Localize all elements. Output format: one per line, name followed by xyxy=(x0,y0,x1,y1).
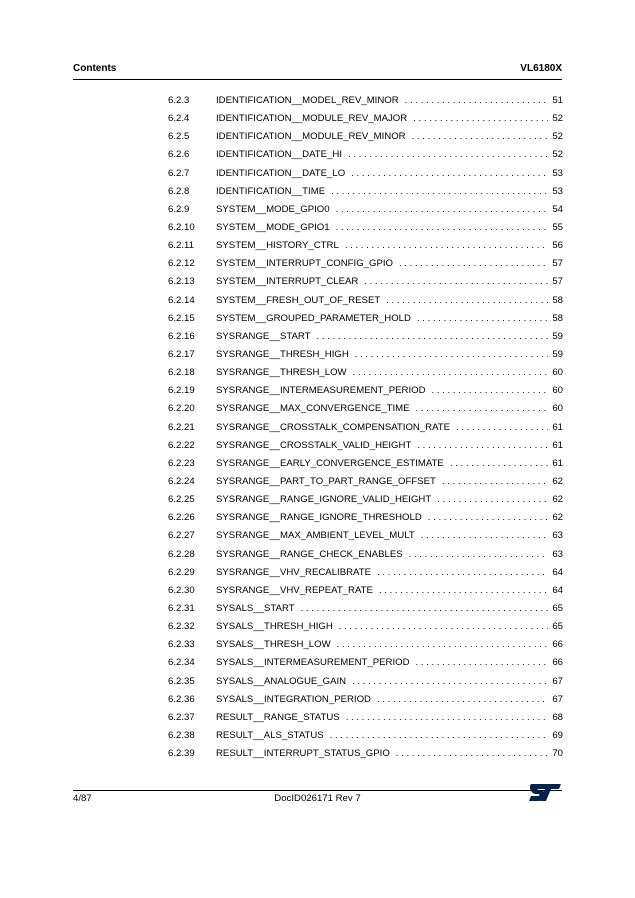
toc-entry-title[interactable]: SYSTEM__INTERRUPT_CLEAR xyxy=(216,276,359,288)
toc-leader-dots xyxy=(386,295,548,306)
toc-entry-number: 6.2.5 xyxy=(168,131,190,143)
toc-leader-dots xyxy=(345,240,549,251)
toc-entry-page[interactable]: 69 xyxy=(552,729,563,741)
header-product-name: VL6180X xyxy=(520,63,562,74)
toc-entry-title[interactable]: SYSRANGE__THRESH_LOW xyxy=(216,367,347,379)
toc-entry[interactable] xyxy=(168,567,563,585)
toc-entry-page[interactable]: 52 xyxy=(552,113,563,125)
toc-entry-number: 6.2.17 xyxy=(168,348,195,360)
toc-entry-title[interactable]: SYSALS__THRESH_HIGH xyxy=(216,621,333,633)
toc-entry-number: 6.2.30 xyxy=(168,584,195,596)
toc-entry[interactable] xyxy=(168,385,563,403)
toc-entry-title[interactable]: SYSALS__INTEGRATION_PERIOD xyxy=(216,693,371,705)
toc-entry-number: 6.2.8 xyxy=(168,185,190,197)
header-divider xyxy=(73,79,562,80)
toc-leader-dots xyxy=(416,403,549,414)
toc-entry-number: 6.2.21 xyxy=(168,421,195,433)
toc-leader-dots xyxy=(352,676,548,687)
toc-entry-number: 6.2.12 xyxy=(168,258,195,270)
toc-leader-dots xyxy=(337,639,549,650)
toc-entry-page[interactable]: 66 xyxy=(552,639,563,651)
toc-entry-number: 6.2.36 xyxy=(168,693,195,705)
toc-entry-title[interactable]: SYSALS__THRESH_LOW xyxy=(216,639,331,651)
toc-entry[interactable] xyxy=(168,694,563,712)
toc-entry-title[interactable]: RESULT__INTERRUPT_STATUS_GPIO xyxy=(216,748,390,760)
toc-entry-title[interactable]: IDENTIFICATION__MODULE_REV_MAJOR xyxy=(216,113,408,125)
toc-leader-dots xyxy=(330,730,549,741)
toc-entry-title[interactable]: SYSRANGE__VHV_RECALIBRATE xyxy=(216,566,371,578)
toc-entry-number: 6.2.24 xyxy=(168,475,195,487)
toc-entry-title[interactable]: SYSRANGE__INTERMEASUREMENT_PERIOD xyxy=(216,385,426,397)
toc-entry-page[interactable]: 59 xyxy=(552,348,563,360)
toc-leader-dots xyxy=(377,694,548,705)
toc-entry[interactable] xyxy=(168,222,563,240)
toc-entry[interactable] xyxy=(168,603,563,621)
toc-entry-title[interactable]: SYSALS__START xyxy=(216,602,295,614)
toc-leader-dots xyxy=(336,204,549,215)
toc-entry-number: 6.2.38 xyxy=(168,729,195,741)
toc-entry-page[interactable]: 70 xyxy=(552,748,563,760)
toc-entry-title[interactable]: SYSRANGE__VHV_REPEAT_RATE xyxy=(216,584,373,596)
toc-leader-dots xyxy=(450,458,549,469)
toc-leader-dots xyxy=(417,313,548,324)
toc-entry-page[interactable]: 57 xyxy=(552,276,563,288)
toc-entry[interactable] xyxy=(168,639,563,657)
toc-leader-dots xyxy=(379,585,548,596)
toc-entry[interactable] xyxy=(168,113,563,131)
toc-entry[interactable] xyxy=(168,512,563,530)
toc-entry-page[interactable]: 64 xyxy=(552,566,563,578)
toc-entry[interactable] xyxy=(168,657,563,675)
toc-entry-number: 6.2.19 xyxy=(168,385,195,397)
toc-leader-dots xyxy=(412,131,549,142)
toc-leader-dots xyxy=(301,603,549,614)
toc-entry-title[interactable]: IDENTIFICATION__MODULE_REV_MINOR xyxy=(216,131,406,143)
toc-entry[interactable] xyxy=(168,476,563,494)
toc-entry[interactable] xyxy=(168,149,563,167)
toc-entry-number: 6.2.28 xyxy=(168,548,195,560)
toc-entry-page[interactable]: 65 xyxy=(552,602,563,614)
toc-entry-page[interactable]: 62 xyxy=(552,475,563,487)
toc-entry-page[interactable]: 67 xyxy=(552,675,563,687)
toc-entry[interactable] xyxy=(168,585,563,603)
footer-page-number: 4/87 xyxy=(73,793,92,804)
toc-entry[interactable] xyxy=(168,712,563,730)
toc-entry-title[interactable]: SYSRANGE__PART_TO_PART_RANGE_OFFSET xyxy=(216,475,436,487)
toc-leader-dots xyxy=(399,258,548,269)
toc-entry[interactable] xyxy=(168,730,563,748)
toc-entry[interactable] xyxy=(168,440,563,458)
toc-entry-number: 6.2.25 xyxy=(168,494,195,506)
toc-entry-page[interactable]: 56 xyxy=(552,240,563,252)
toc-leader-dots xyxy=(432,385,549,396)
toc-entry-number: 6.2.34 xyxy=(168,657,195,669)
toc-entry-page[interactable]: 62 xyxy=(552,512,563,524)
toc-entry-number: 6.2.16 xyxy=(168,330,195,342)
toc-entry-number: 6.2.4 xyxy=(168,113,190,125)
toc-entry-page[interactable]: 65 xyxy=(552,621,563,633)
toc-entry-number: 6.2.3 xyxy=(168,95,190,106)
toc-leader-dots xyxy=(348,149,548,160)
toc-entry[interactable] xyxy=(168,295,563,313)
toc-entry[interactable] xyxy=(168,331,563,349)
toc-entry[interactable] xyxy=(168,422,563,440)
toc-entry-page[interactable]: 60 xyxy=(552,403,563,415)
toc-entry-number: 6.2.11 xyxy=(168,240,194,252)
toc-entry-title[interactable]: SYSRANGE__CROSSTALK_VALID_HEIGHT xyxy=(216,439,412,451)
toc-entry-number: 6.2.35 xyxy=(168,675,195,687)
toc-entry-page[interactable]: 52 xyxy=(552,149,563,161)
toc-entry-number: 6.2.29 xyxy=(168,566,195,578)
toc-leader-dots xyxy=(417,440,548,451)
toc-entry[interactable] xyxy=(168,168,563,186)
toc-entry-number: 6.2.10 xyxy=(168,221,195,233)
toc-leader-dots xyxy=(442,476,548,487)
toc-leader-dots xyxy=(351,168,548,179)
toc-entry-title[interactable]: SYSTEM__MODE_GPIO0 xyxy=(216,203,330,215)
toc-leader-dots xyxy=(336,222,549,233)
toc-entry[interactable] xyxy=(168,494,563,512)
toc-entry-title[interactable]: SYSALS__ANALOGUE_GAIN xyxy=(216,675,347,687)
toc-entry-number: 6.2.20 xyxy=(168,403,195,415)
toc-entry-page[interactable]: 67 xyxy=(552,693,563,705)
toc-entry-page[interactable]: 58 xyxy=(552,312,563,324)
footer-doc-id: DocID026171 Rev 7 xyxy=(274,793,361,804)
toc-entry-title[interactable]: IDENTIFICATION__MODEL_REV_MINOR xyxy=(216,95,399,106)
toc-entry-title[interactable]: SYSRANGE__MAX_CONVERGENCE_TIME xyxy=(216,403,410,415)
toc-entry[interactable] xyxy=(168,676,563,694)
toc-leader-dots xyxy=(339,621,549,632)
footer-divider xyxy=(73,790,562,791)
toc-entry-number: 6.2.13 xyxy=(168,276,195,288)
toc-entry-title[interactable]: SYSRANGE__THRESH_HIGH xyxy=(216,348,349,360)
toc-entry-page[interactable]: 53 xyxy=(552,185,563,197)
toc-entry-title[interactable]: SYSRANGE__START xyxy=(216,330,311,342)
toc-entry[interactable] xyxy=(168,367,563,385)
toc-entry[interactable] xyxy=(168,186,563,204)
st-logo-icon xyxy=(528,782,562,802)
toc-leader-dots xyxy=(331,186,548,197)
toc-entry[interactable] xyxy=(168,204,563,222)
toc-entry-page[interactable]: 55 xyxy=(552,221,563,233)
toc-entry[interactable] xyxy=(168,131,563,149)
toc-leader-dots xyxy=(405,95,549,106)
toc-entry-number: 6.2.37 xyxy=(168,711,195,723)
toc-entry-number: 6.2.33 xyxy=(168,639,195,651)
toc-entry-page[interactable]: 59 xyxy=(552,330,563,342)
toc-entry-page[interactable]: 61 xyxy=(552,439,563,451)
toc-entry[interactable] xyxy=(168,313,563,331)
toc-leader-dots xyxy=(413,113,548,124)
toc-entry-page[interactable]: 61 xyxy=(552,421,563,433)
toc-leader-dots xyxy=(421,530,549,541)
toc-entry-title[interactable]: SYSRANGE__RANGE_IGNORE_VALID_HEIGHT xyxy=(216,494,432,506)
toc-entry-number: 6.2.27 xyxy=(168,530,195,542)
toc-entry-number: 6.2.26 xyxy=(168,512,195,524)
toc-leader-dots xyxy=(409,549,549,560)
toc-entry-title[interactable]: SYSTEM__FRESH_OUT_OF_RESET xyxy=(216,294,381,306)
toc-leader-dots xyxy=(428,512,549,523)
toc-leader-dots xyxy=(364,276,548,287)
toc-entry[interactable] xyxy=(168,258,563,276)
toc-entry-title[interactable]: SYSTEM__GROUPED_PARAMETER_HOLD xyxy=(216,312,411,324)
toc-entry-page[interactable]: 64 xyxy=(552,584,563,596)
toc-entry-title[interactable]: IDENTIFICATION__DATE_HI xyxy=(216,149,342,161)
toc-entry[interactable] xyxy=(168,549,563,567)
toc-entry[interactable] xyxy=(168,240,563,258)
toc-entry-page[interactable]: 66 xyxy=(552,657,563,669)
toc-entry[interactable] xyxy=(168,349,563,367)
toc-entry-title[interactable]: RESULT__ALS_STATUS xyxy=(216,729,324,741)
toc-entry-page[interactable]: 60 xyxy=(552,367,563,379)
toc-entry-page[interactable]: 60 xyxy=(552,385,563,397)
toc-leader-dots xyxy=(353,367,549,378)
toc-entry-number: 6.2.6 xyxy=(168,149,190,161)
toc-entry-number: 6.2.9 xyxy=(168,203,190,215)
toc-leader-dots xyxy=(437,494,548,505)
toc-entry-title[interactable]: IDENTIFICATION__TIME xyxy=(216,185,326,197)
toc-entry-number: 6.2.39 xyxy=(168,748,195,760)
toc-leader-dots xyxy=(416,657,549,668)
toc-entry-number: 6.2.15 xyxy=(168,312,195,324)
toc-entry-title[interactable]: RESULT__RANGE_STATUS xyxy=(216,711,340,723)
toc-entry-page[interactable]: 68 xyxy=(552,711,563,723)
toc-entry-page[interactable]: 52 xyxy=(552,131,563,143)
toc-entry[interactable] xyxy=(168,276,563,294)
toc-entry-number: 6.2.23 xyxy=(168,457,195,469)
toc-entry-page[interactable]: 63 xyxy=(552,530,563,542)
toc-entry-number: 6.2.18 xyxy=(168,367,195,379)
toc-leader-dots xyxy=(346,712,549,723)
toc-entry-title[interactable]: SYSRANGE__RANGE_CHECK_ENABLES xyxy=(216,548,403,560)
toc-entry-title[interactable]: SYSTEM__MODE_GPIO1 xyxy=(216,221,330,233)
toc-entry-page[interactable]: 63 xyxy=(552,548,563,560)
header-section-title: Contents xyxy=(73,63,117,74)
toc-entry[interactable] xyxy=(168,95,563,113)
toc-entry-title[interactable]: SYSRANGE__MAX_AMBIENT_LEVEL_MULT xyxy=(216,530,415,542)
toc-entry[interactable] xyxy=(168,621,563,639)
toc-leader-dots xyxy=(456,422,548,433)
toc-leader-dots xyxy=(377,567,548,578)
toc-entry[interactable] xyxy=(168,403,563,421)
toc-entry-title[interactable]: SYSRANGE__EARLY_CONVERGENCE_ESTIMATE xyxy=(216,457,444,469)
toc-entry[interactable] xyxy=(168,748,563,766)
toc-entry-page[interactable]: 61 xyxy=(552,457,563,469)
toc-entry[interactable] xyxy=(168,458,563,476)
toc-leader-dots xyxy=(396,748,549,759)
toc-entry-page[interactable]: 57 xyxy=(552,258,563,270)
toc-entry-title[interactable]: SYSTEM__INTERRUPT_CONFIG_GPIO xyxy=(216,258,393,270)
table-of-contents xyxy=(168,95,563,766)
toc-entry-title[interactable]: IDENTIFICATION__DATE_LO xyxy=(216,167,346,179)
toc-entry-page[interactable]: 51 xyxy=(552,95,563,106)
toc-leader-dots xyxy=(317,331,549,342)
toc-entry-page[interactable]: 58 xyxy=(552,294,563,306)
toc-entry-title[interactable]: SYSALS__INTERMEASUREMENT_PERIOD xyxy=(216,657,410,669)
toc-entry-title[interactable]: SYSTEM__HISTORY_CTRL xyxy=(216,240,339,252)
toc-leader-dots xyxy=(355,349,549,360)
toc-entry[interactable] xyxy=(168,530,563,548)
toc-entry-title[interactable]: SYSRANGE__CROSSTALK_COMPENSATION_RATE xyxy=(216,421,451,433)
toc-entry-number: 6.2.22 xyxy=(168,439,195,451)
toc-entry-number: 6.2.31 xyxy=(168,602,195,614)
toc-entry-number: 6.2.7 xyxy=(168,167,190,179)
toc-entry-number: 6.2.32 xyxy=(168,621,195,633)
toc-entry-page[interactable]: 62 xyxy=(552,494,563,506)
toc-entry-page[interactable]: 54 xyxy=(552,203,563,215)
toc-entry-number: 6.2.14 xyxy=(168,294,195,306)
toc-entry-page[interactable]: 53 xyxy=(552,167,563,179)
toc-entry-title[interactable]: SYSRANGE__RANGE_IGNORE_THRESHOLD xyxy=(216,512,422,524)
